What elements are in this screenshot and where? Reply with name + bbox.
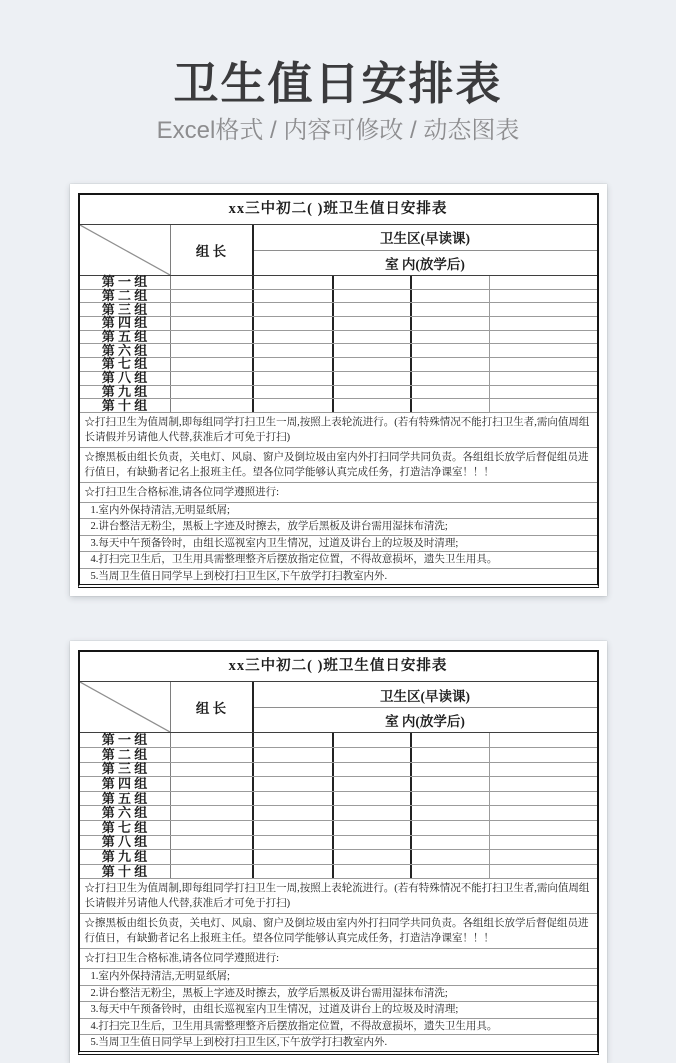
duty-cell	[252, 372, 332, 385]
duty-cell	[489, 358, 597, 371]
duty-cell	[252, 290, 332, 303]
group-label: 第 八 组	[101, 370, 148, 386]
group-label: 第 三 组	[101, 761, 148, 777]
group-label: 第 十 组	[101, 397, 148, 413]
leader-cell	[170, 850, 252, 864]
leader-cell	[170, 303, 252, 316]
duty-cell	[410, 733, 489, 747]
table-row	[80, 399, 597, 413]
rule-item: 2.讲台整洁无粉尘，黑板上字迹及时擦去，放学后黑板及讲台需用湿抹布清洗;	[80, 519, 597, 536]
leader-cell	[170, 317, 252, 330]
leader-cell	[170, 276, 252, 289]
duty-cell	[410, 290, 489, 303]
duty-cell	[410, 303, 489, 316]
leader-cell	[170, 358, 252, 371]
duty-cell	[332, 317, 410, 330]
duty-cell	[410, 806, 489, 820]
leader-cell	[170, 748, 252, 762]
leader-cell	[170, 792, 252, 806]
duty-cell	[489, 836, 597, 850]
duty-cell	[252, 763, 332, 777]
diagonal-line-icon	[80, 225, 170, 275]
duty-cell	[410, 399, 489, 412]
table-row	[80, 850, 597, 865]
leader-cell	[170, 806, 252, 820]
template-preview-card-2	[70, 641, 607, 1062]
duty-cell	[410, 748, 489, 762]
rule-item: 1.室内外保持清洁,无明显纸屑;	[80, 969, 597, 986]
table-row	[80, 331, 597, 345]
duty-cell	[332, 386, 410, 399]
leader-column-header: 组 长	[170, 682, 252, 732]
duty-cell	[332, 399, 410, 412]
duty-cell	[332, 290, 410, 303]
duty-cell	[252, 399, 332, 412]
duty-cell	[332, 358, 410, 371]
note-paragraph: ☆打扫卫生为值周制,即每组同学打扫卫生一周,按照上表轮流进行。(若有特殊情况不能打扫卫生者,需向值周组长请假并另请他人代替,获准后才可免于打扫)	[80, 879, 597, 914]
leader-column-header: 组 长	[170, 225, 252, 275]
duty-cell	[410, 331, 489, 344]
duty-cell	[489, 806, 597, 820]
group-label: 第 六 组	[101, 805, 148, 821]
duty-cell	[410, 386, 489, 399]
rule-item: 4.打扫完卫生后，卫生用具需整理整齐后摆放指定位置，不得故意损坏，遗失卫生用具。	[80, 552, 597, 569]
duty-cell	[332, 372, 410, 385]
duty-cell	[410, 317, 489, 330]
rule-item: 4.打扫完卫生后，卫生用具需整理整齐后摆放指定位置，不得故意损坏，遗失卫生用具。	[80, 1019, 597, 1036]
table-row	[80, 290, 597, 304]
table-row	[80, 836, 597, 851]
duty-cell	[489, 865, 597, 879]
rule-list	[80, 969, 597, 1051]
table-body	[80, 733, 597, 879]
duty-cell	[332, 303, 410, 316]
note-paragraph: ☆擦黑板由组长负责，关电灯、风扇、窗户及倒垃圾由室内外打扫同学共同负责。各组组长放学后督促组员进行值日，有缺勤者记名上报班主任。望各位同学能够认真完成任务，打造洁净课室！！！	[80, 448, 597, 483]
note-list	[80, 879, 597, 969]
group-label: 第 八 组	[101, 834, 148, 850]
duty-cell	[489, 777, 597, 791]
template-preview-card-1	[70, 184, 607, 596]
note-list	[80, 413, 597, 503]
duty-cell	[489, 763, 597, 777]
group-label: 第 七 组	[101, 356, 148, 372]
leader-cell	[170, 331, 252, 344]
note-paragraph: ☆打扫卫生为值周制,即每组同学打扫卫生一周,按照上表轮流进行。(若有特殊情况不能打扫卫生者,需向值周组长请假并另请他人代替,获准后才可免于打扫)	[80, 413, 597, 448]
duty-cell	[332, 344, 410, 357]
rule-item: 1.室内外保持清洁,无明显纸屑;	[80, 503, 597, 520]
duty-cell	[332, 733, 410, 747]
group-label: 第 十 组	[101, 863, 148, 879]
page-subtitle: Excel格式 / 内容可修改 / 动态图表	[156, 117, 520, 144]
duty-cell	[489, 792, 597, 806]
group-label: 第 九 组	[101, 848, 148, 864]
area-header-morning: 卫生区(早读课)	[254, 682, 597, 708]
group-label: 第 六 组	[101, 342, 148, 358]
duty-cell	[252, 276, 332, 289]
table-row	[80, 372, 597, 386]
duty-cell	[489, 733, 597, 747]
duty-cell	[489, 290, 597, 303]
table-row	[80, 344, 597, 358]
duty-cell	[252, 792, 332, 806]
table-row	[80, 748, 597, 763]
area-header-morning: 卫生区(早读课)	[254, 225, 597, 251]
table-row	[80, 383, 597, 400]
duty-cell	[252, 317, 332, 330]
rule-item: 5.当周卫生值日同学早上到校打扫卫生区,下午放学打扫教室内外.	[90, 1037, 388, 1049]
table-row	[80, 317, 597, 331]
diagonal-line-icon	[80, 682, 170, 732]
table-row	[80, 865, 597, 880]
duty-cell	[252, 806, 332, 820]
notes-section	[80, 879, 597, 1051]
duty-cell	[410, 276, 489, 289]
leader-cell	[170, 777, 252, 791]
table-row	[80, 303, 597, 317]
rule-list	[80, 503, 597, 585]
group-label: 第 四 组	[101, 775, 148, 791]
group-label: 第 九 组	[101, 383, 148, 399]
duty-cell	[252, 303, 332, 316]
duty-cell	[410, 763, 489, 777]
leader-cell	[170, 865, 252, 879]
duty-cell	[332, 792, 410, 806]
table-row	[80, 276, 597, 290]
duty-cell	[489, 344, 597, 357]
duty-cell	[410, 836, 489, 850]
duty-cell	[489, 372, 597, 385]
table-row	[80, 733, 597, 748]
duty-roster-sheet	[78, 193, 599, 588]
area-column-header	[252, 225, 597, 275]
duty-cell	[252, 821, 332, 835]
duty-cell	[252, 344, 332, 357]
group-label: 第 七 组	[101, 819, 148, 835]
duty-cell	[410, 821, 489, 835]
duty-cell	[332, 777, 410, 791]
rule-item: 3.每天中午预备铃时，由组长巡视室内卫生情况，过道及讲台上的垃圾及时清理;	[80, 536, 597, 553]
duty-cell	[332, 821, 410, 835]
duty-cell	[332, 276, 410, 289]
duty-cell	[332, 748, 410, 762]
rule-item: 5.当周卫生值日同学早上到校打扫卫生区,下午放学打扫教室内外.	[90, 570, 388, 582]
duty-cell	[489, 399, 597, 412]
note-paragraph: ☆打扫卫生合格标准,请各位同学遵照进行:	[80, 949, 597, 969]
duty-cell	[489, 331, 597, 344]
leader-cell	[170, 372, 252, 385]
duty-cell	[489, 303, 597, 316]
duty-cell	[332, 331, 410, 344]
duty-cell	[410, 344, 489, 357]
duty-cell	[489, 850, 597, 864]
table-row	[80, 763, 597, 778]
group-label: 第 一 组	[101, 732, 148, 748]
diagonal-header-cell	[80, 682, 170, 732]
group-label: 第 二 组	[101, 746, 148, 762]
group-label: 第 一 组	[101, 274, 148, 290]
duty-roster-sheet	[78, 650, 599, 1054]
duty-cell	[332, 850, 410, 864]
duty-cell	[252, 331, 332, 344]
group-label: 第 四 组	[101, 315, 148, 331]
duty-cell	[410, 777, 489, 791]
duty-cell	[252, 836, 332, 850]
duty-cell	[489, 317, 597, 330]
area-header-afterschool: 室 内(放学后)	[385, 714, 465, 730]
duty-cell	[252, 850, 332, 864]
duty-cell	[332, 763, 410, 777]
duty-cell	[252, 777, 332, 791]
duty-cell	[252, 358, 332, 371]
duty-cell	[332, 836, 410, 850]
table-header	[80, 682, 597, 733]
table-row	[80, 821, 597, 836]
rule-item: 2.讲台整洁无粉尘，黑板上字迹及时擦去，放学后黑板及讲台需用湿抹布清洗;	[80, 986, 597, 1003]
table-row	[80, 792, 597, 807]
duty-cell	[332, 806, 410, 820]
leader-cell	[170, 763, 252, 777]
sheet-title: xx三中初二( )班卫生值日安排表	[80, 652, 597, 682]
duty-cell	[252, 748, 332, 762]
group-label: 第 二 组	[101, 288, 148, 304]
leader-cell	[170, 399, 252, 412]
duty-cell	[252, 733, 332, 747]
leader-cell	[170, 290, 252, 303]
duty-cell	[410, 865, 489, 879]
duty-cell	[410, 372, 489, 385]
notes-section	[80, 413, 597, 585]
duty-cell	[489, 386, 597, 399]
group-label: 第 五 组	[101, 329, 148, 345]
diagonal-header-cell	[80, 225, 170, 275]
group-label: 第 三 组	[101, 301, 148, 317]
duty-cell	[410, 358, 489, 371]
group-label: 第 五 组	[101, 790, 148, 806]
area-header-afterschool: 室 内(放学后)	[385, 256, 465, 272]
page-title: 卫生值日安排表	[173, 58, 503, 109]
leader-cell	[170, 821, 252, 835]
duty-cell	[410, 792, 489, 806]
table-body	[80, 276, 597, 413]
leader-cell	[170, 733, 252, 747]
duty-cell	[252, 865, 332, 879]
leader-cell	[170, 386, 252, 399]
note-paragraph: ☆打扫卫生合格标准,请各位同学遵照进行:	[80, 483, 597, 503]
duty-cell	[489, 821, 597, 835]
duty-cell	[489, 748, 597, 762]
duty-cell	[489, 276, 597, 289]
leader-cell	[170, 344, 252, 357]
area-column-header	[252, 682, 597, 732]
duty-cell	[410, 850, 489, 864]
rule-item: 3.每天中午预备铃时，由组长巡视室内卫生情况，过道及讲台上的垃圾及时清理;	[80, 1002, 597, 1019]
table-row	[80, 806, 597, 821]
table-row	[80, 777, 597, 792]
sheet-title: xx三中初二( )班卫生值日安排表	[80, 195, 597, 225]
leader-cell	[170, 836, 252, 850]
table-row	[80, 358, 597, 372]
duty-cell	[252, 386, 332, 399]
note-paragraph: ☆擦黑板由组长负责，关电灯、风扇、窗户及倒垃圾由室内外打扫同学共同负责。各组组长放学后督促组员进行值日，有缺勤者记名上报班主任。望各位同学能够认真完成任务，打造洁净课室！！！	[80, 914, 597, 949]
duty-cell	[332, 865, 410, 879]
table-header	[80, 225, 597, 276]
